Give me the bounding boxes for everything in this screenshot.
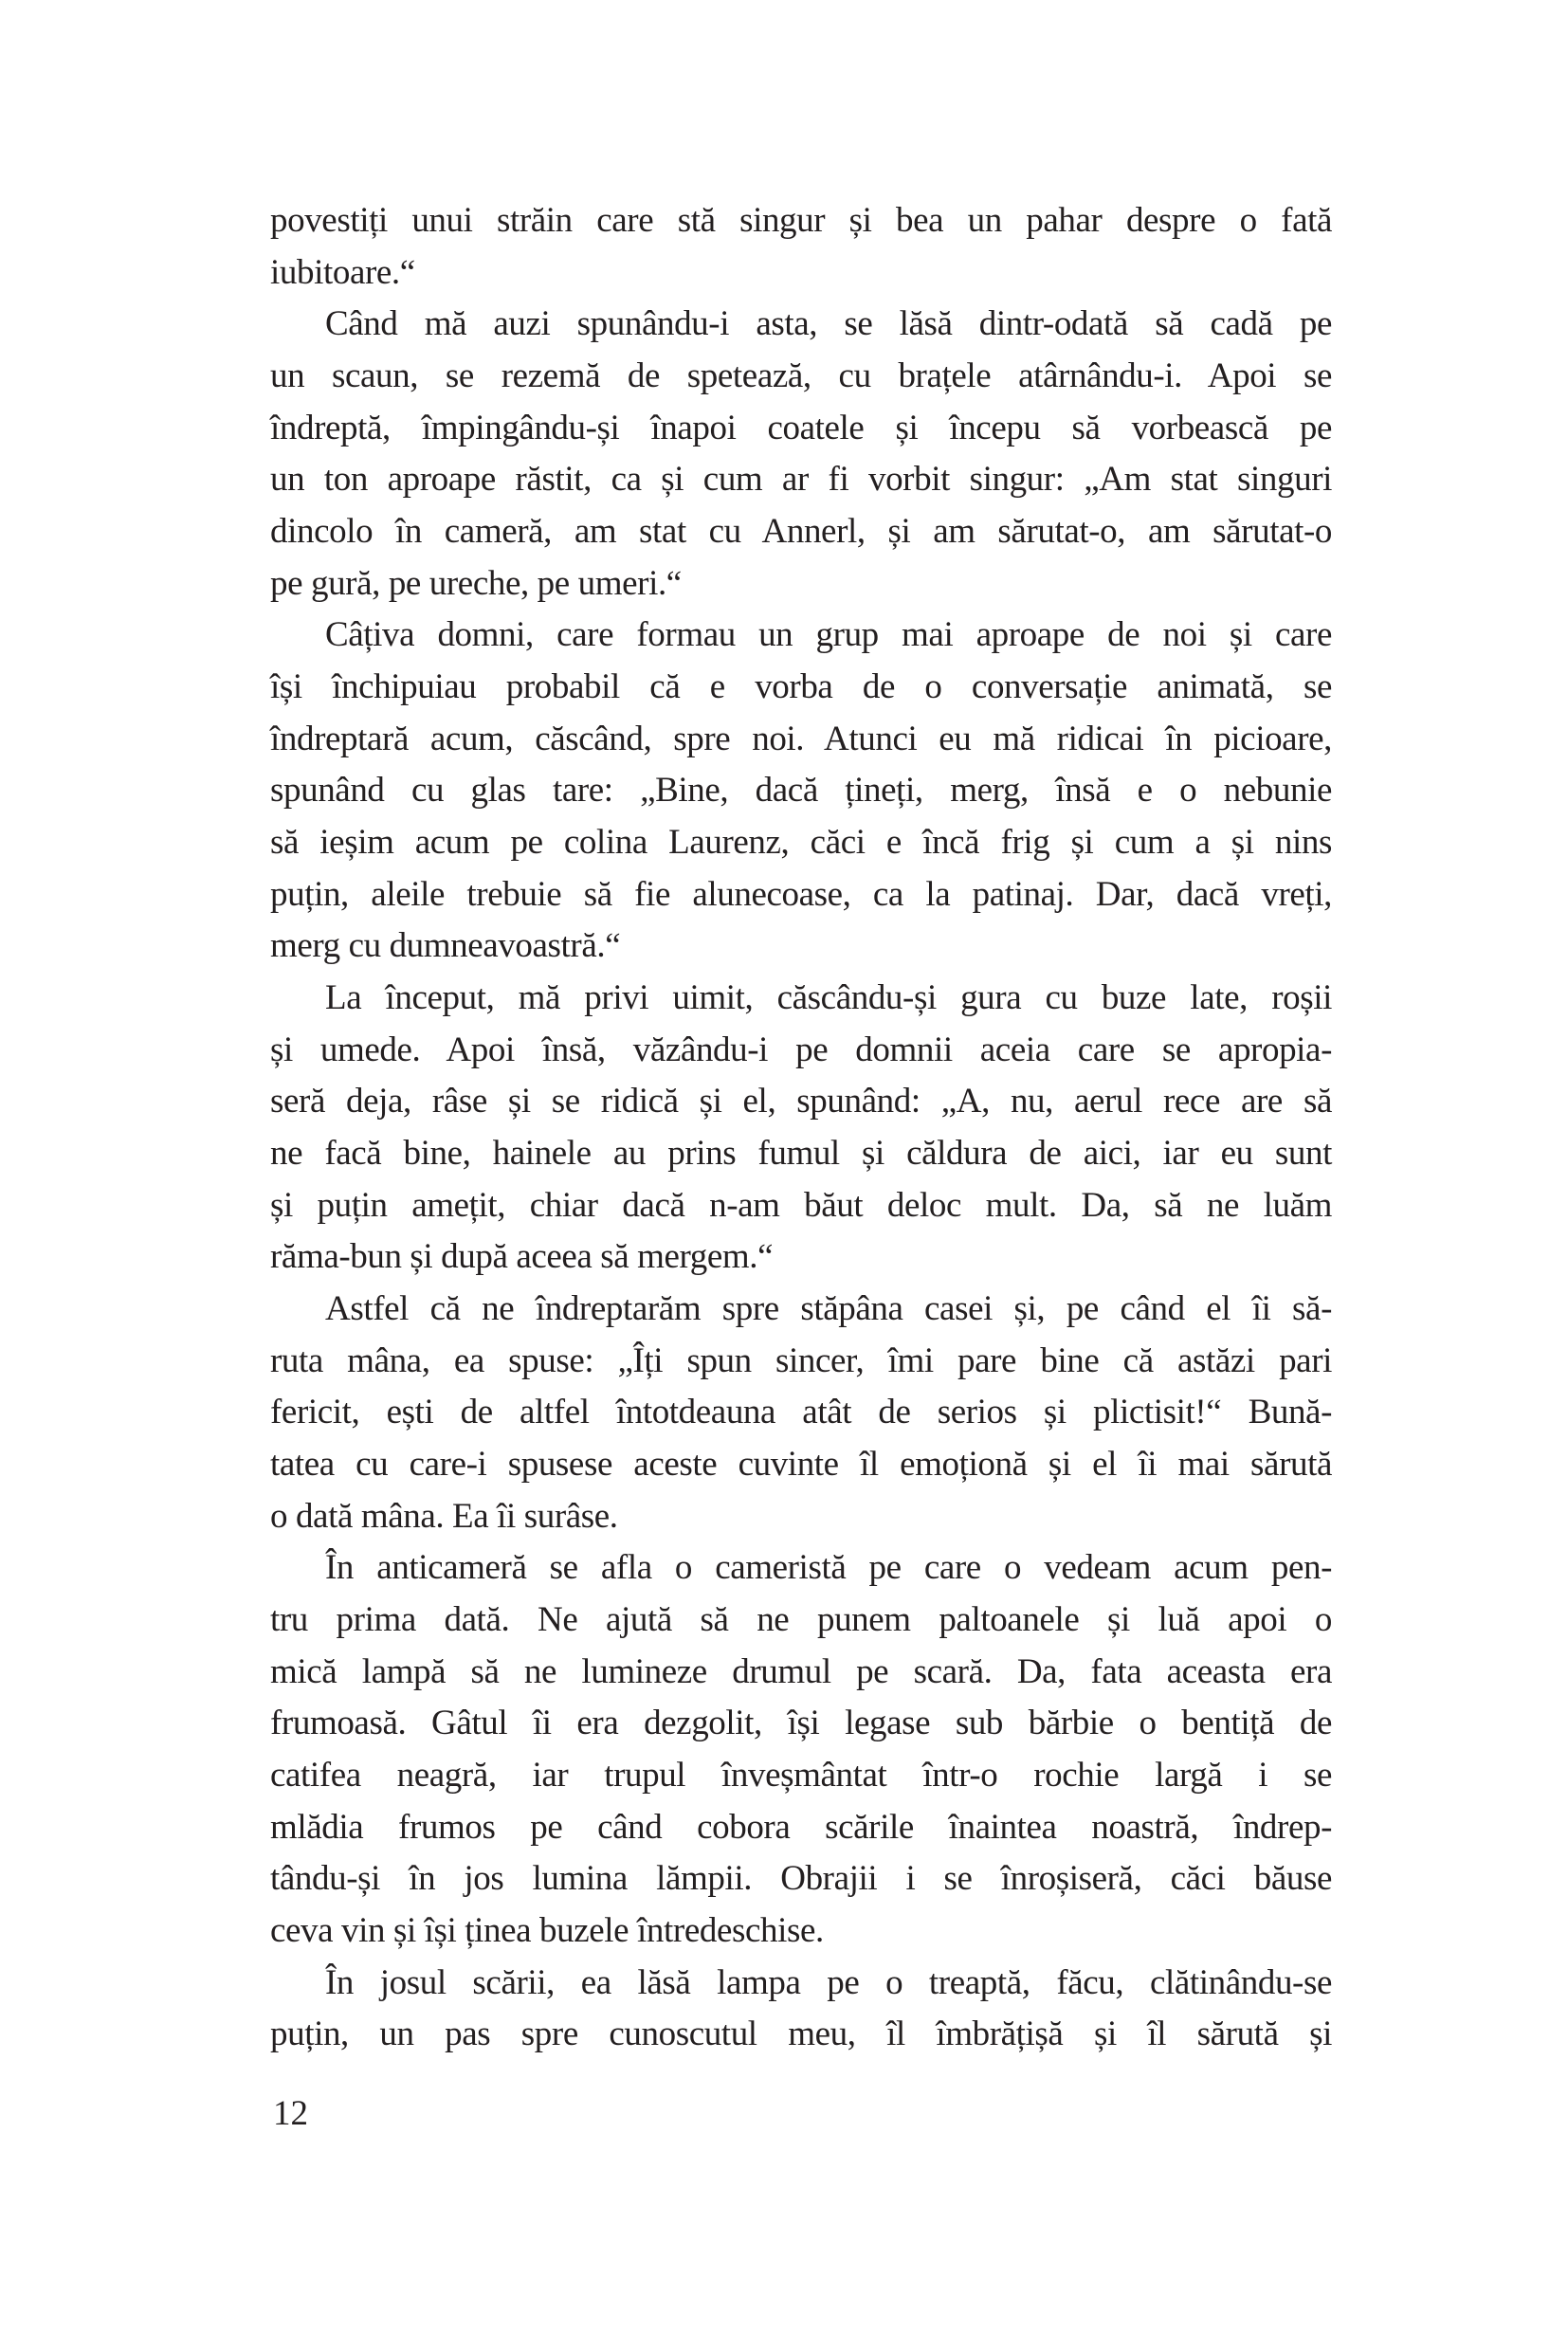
text-line: tatea cu care-i spusese aceste cuvinte îl emoționă și el îi mai sărută — [270, 1445, 1332, 1484]
text-line: să ieșim acum pe colina Laurenz, căci e încă frig și cum a și nins — [270, 823, 1332, 862]
paragraph-first-line: Câțiva domni, care formau un grup mai aproape de noi și care — [325, 615, 1332, 654]
text-line: merg cu dumneavoastră.“ — [270, 926, 621, 965]
text-line: puțin, un pas spre cunoscutul meu, îl îmbrățișă și îl sărută și — [270, 2015, 1332, 2053]
text-line: mică lampă să ne lumineze drumul pe scară. Da, fata aceasta era — [270, 1652, 1332, 1691]
text-line: o dată mâna. Ea îi surâse. — [270, 1497, 618, 1536]
text-line: iubitoare.“ — [270, 253, 415, 292]
text-line: mlădia frumos pe când cobora scările înaintea noastră, îndrep- — [270, 1808, 1332, 1847]
text-line: ruta mâna, ea spuse: „Îți spun sincer, îmi pare bine că astăzi pari — [270, 1341, 1332, 1380]
text-line: frumoasă. Gâtul îi era dezgolit, își legase sub bărbie o bentiță de — [270, 1704, 1332, 1742]
text-line: și puțin amețit, chiar dacă n-am băut deloc mult. Da, să ne luăm — [270, 1186, 1332, 1225]
text-line: povestiți unui străin care stă singur și bea un pahar despre o fată — [270, 201, 1332, 240]
text-line: catifea neagră, iar trupul înveșmântat într-o rochie largă i se — [270, 1756, 1332, 1795]
text-line: spunând cu glas tare: „Bine, dacă țineți, merg, însă e o nebunie — [270, 771, 1332, 810]
text-line: și umede. Apoi însă, văzându-i pe domnii aceia care se apropia- — [270, 1030, 1332, 1069]
paragraph-first-line: Când mă auzi spunându-i asta, se lăsă dintr-odată să cadă pe — [325, 304, 1332, 343]
paragraph-first-line: În josul scării, ea lăsă lampa pe o treaptă, făcu, clătinându-se — [325, 1963, 1332, 2002]
text-line: îndreptară acum, căscând, spre noi. Atunci eu mă ridicai în picioare, — [270, 720, 1332, 758]
text-line: puțin, aleile trebuie să fie alunecoase, ca la patinaj. Dar, dacă vreți, — [270, 875, 1332, 914]
text-line: ceva vin și își ținea buzele întredeschise. — [270, 1911, 824, 1950]
text-line: îndreptă, împingându-și înapoi coatele și începu să vorbească pe — [270, 409, 1332, 447]
text-line: fericit, ești de altfel întotdeauna atât de serios și plictisit!“ Bună- — [270, 1393, 1332, 1431]
text-line: un scaun, se rezemă de spetează, cu brațele atârnându-i. Apoi se — [270, 356, 1332, 395]
text-line: tându-și în jos lumina lămpii. Obrajii i se înroșiseră, căci băuse — [270, 1859, 1332, 1898]
paragraph-first-line: La început, mă privi uimit, căscându-și gura cu buze late, roșii — [325, 978, 1332, 1017]
text-line: pe gură, pe ureche, pe umeri.“ — [270, 564, 682, 603]
text-line: seră deja, râse și se ridică și el, spunând: „A, nu, aerul rece are să — [270, 1082, 1332, 1121]
text-line: dincolo în cameră, am stat cu Annerl, și am sărutat-o, am sărutat-o — [270, 512, 1332, 551]
text-line: ne facă bine, hainele au prins fumul și căldura de aici, iar eu sunt — [270, 1134, 1332, 1173]
text-line: tru prima dată. Ne ajută să ne punem paltoanele și luă apoi o — [270, 1600, 1332, 1639]
text-line: un ton aproape răstit, ca și cum ar fi vorbit singur: „Am stat singuri — [270, 460, 1332, 499]
text-line: își închipuiau probabil că e vorba de o conversație animată, se — [270, 667, 1332, 706]
text-line: răma-bun și după aceea să mergem.“ — [270, 1237, 774, 1276]
paragraph-first-line: În anticameră se afla o cameristă pe care o vedeam acum pen- — [325, 1548, 1332, 1587]
page-number: 12 — [273, 2094, 308, 2133]
paragraph-first-line: Astfel că ne îndreptarăm spre stăpâna casei și, pe când el îi să- — [325, 1289, 1332, 1328]
